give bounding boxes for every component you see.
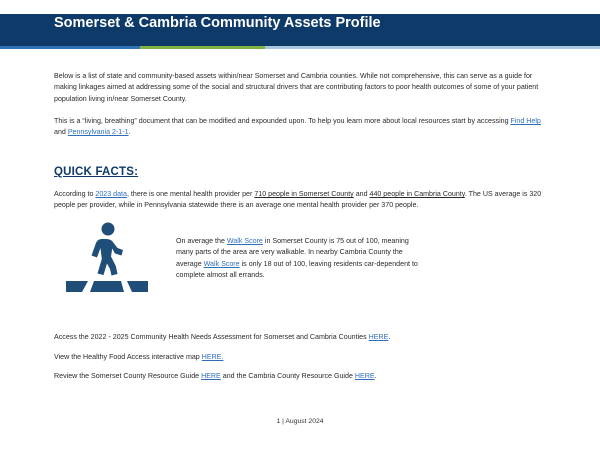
- walkscore-paragraph: [176, 236, 426, 282]
- cambria-guide-link[interactable]: HERE: [354, 372, 375, 380]
- guide-text-2: and the Cambria County Resource Guide: [220, 372, 355, 380]
- pa-211-link[interactable]: Pennsylvania 2-1-1: [67, 128, 129, 137]
- food-access-line: [54, 353, 223, 361]
- walk-text-2: in Somerset County is 75 out of 100, meaning many parts of the area are very walkable. In nearby Cambria County the average: [176, 237, 409, 268]
- accent-bar-green: [140, 46, 265, 49]
- chna-end: .: [388, 333, 391, 341]
- page-title: Somerset & Cambria Community Assets Profile: [54, 15, 381, 31]
- living-document-paragraph: [54, 116, 544, 139]
- mental-health-paragraph: [54, 189, 544, 212]
- pedestrian-crossing-icon: [66, 218, 148, 296]
- somerset-guide-link[interactable]: HERE: [201, 372, 221, 380]
- mh-text-2: , there is one mental health provider per: [126, 190, 255, 198]
- walk-score-link-1[interactable]: Walk Score: [226, 237, 263, 245]
- food-access-link[interactable]: HERE.: [201, 353, 224, 361]
- intro-paragraph: Below is a list of state and community-based assets within/near Somerset and Cambria counties. While not comprehensive, this can serve as a guide for making linkages aimed at addressing some of the social and structural drivers that are contributing factors to poor health outcomes of some of your patient population living in/near Somerset County.: [54, 72, 539, 103]
- food-text: View the Healthy Food Access interactive map: [54, 353, 202, 361]
- living-doc-text: This is a “living, breathing” document that can be modified and expounded upon. To help you learn more about local resources start by accessing: [54, 117, 511, 125]
- quick-facts-heading: QUICK FACTS:: [54, 166, 139, 178]
- resource-guide-line: [54, 372, 377, 380]
- mh-text-3: and: [353, 190, 370, 198]
- data-2023-link[interactable]: 2023 data: [95, 190, 127, 198]
- chna-link[interactable]: HERE: [368, 333, 389, 341]
- accent-bar-light: [265, 46, 600, 49]
- accent-bar-blue: [0, 46, 140, 49]
- mh-text-4: . The US average is 320 people per provider, while in Pennsylvania statewide there is an average one mental health provider per 370 people.: [54, 190, 542, 210]
- walk-text-3: is only 18 out of 100, leaving residents car-dependent to complete almost all errands.: [176, 259, 418, 280]
- somerset-ratio: 710 people in Somerset County: [254, 190, 354, 198]
- guide-text-1: Review the Somerset County Resource Guide: [54, 372, 202, 380]
- walk-score-link-2[interactable]: Walk Score: [203, 259, 240, 268]
- mh-text-1: According to: [54, 190, 96, 198]
- living-doc-end: .: [128, 128, 131, 137]
- guide-end: .: [374, 372, 377, 380]
- living-doc-and: and: [54, 128, 68, 137]
- cambria-ratio: 440 people in Cambria County: [369, 190, 465, 198]
- chna-text: Access the 2022 - 2025 Community Health Needs Assessment for Somerset and Cambria Counties: [54, 333, 369, 341]
- chna-line: [54, 333, 390, 341]
- walk-text-1: On average the: [176, 237, 227, 245]
- page-footer: 1 | August 2024: [276, 418, 324, 425]
- find-help-link[interactable]: Find Help: [510, 117, 541, 125]
- accent-bar: [0, 46, 600, 49]
